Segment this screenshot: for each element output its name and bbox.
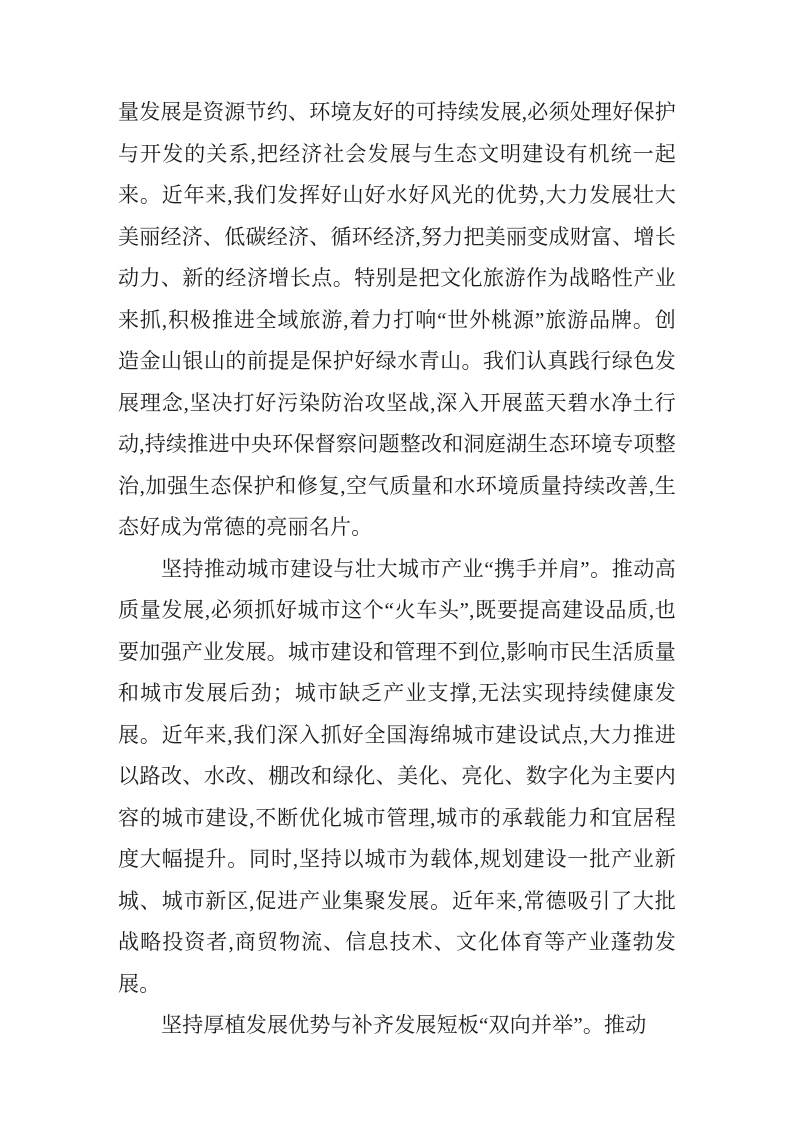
paragraph-strengths-and-shortboards: 坚持厚植发展优势与补齐发展短板“双向并举”。推动 [161,1013,647,1037]
paragraph-city-construction-industry: 坚持推动城市建设与壮大城市产业“携手并肩”。推动高质量发展,必须抓好城市这个“火车头”,既要提高建设品质,也要加强产业发展。城市建设和管理不到位,影响市民生活质量和城市发展后劲；城市缺乏产业支撑,无法实现持续健康发展。近年来,我们深入抓好全国海绵城市建设试点,大力推进以路改、水改、棚改和绿化、美化、亮化、数字化为主要内容的城市建设,不断优化城市管理,城市的承载能力和宜居程度大幅提升。同时,坚持以城市为载体,规划建设一批产业新城、城市新区,促进产业集聚发展。近年来,常德吸引了大批战略投资者,商贸物流、信息技术、文化体育等产业蓬勃发展。 [118,556,676,996]
document-body [118,92,676,1047]
paragraph-green-development: 量发展是资源节约、环境友好的可持续发展,必须处理好保护与开发的关系,把经济社会发展与生态文明建设有机统一起来。近年来,我们发挥好山好水好风光的优势,大力发展壮大美丽经济、低碳经济、循环经济,努力把美丽变成财富、增长动力、新的经济增长点。特别是把文化旅游作为战略性产业来抓,积极推进全域旅游,着力打响“世外桃源”旅游品牌。创造金山银山的前提是保护好绿水青山。我们认真践行绿色发展理念,坚决打好污染防治攻坚战,深入开展蓝天碧水净土行动,持续推进中央环保督察问题整改和洞庭湖生态环境专项整治,加强生态保护和修复,空气质量和水环境质量持续改善,生态好成为常德的亮丽名片。 [118,100,676,539]
